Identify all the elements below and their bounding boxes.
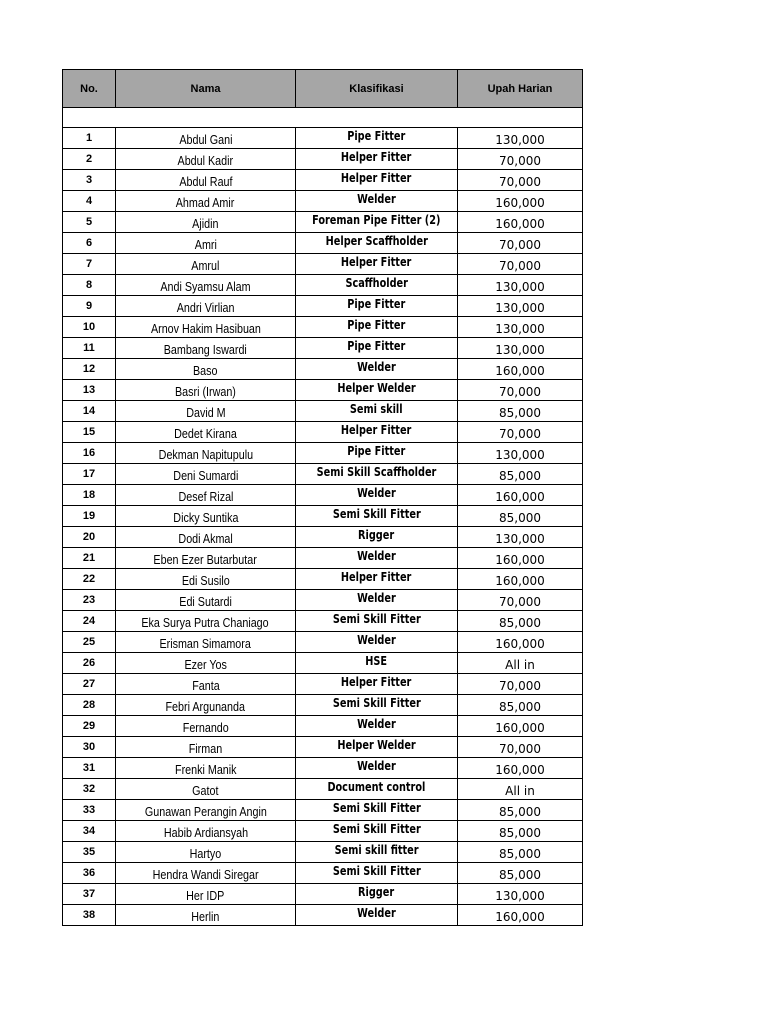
cell-nama (116, 590, 296, 611)
spacer-row (63, 108, 583, 128)
cell-no: 8 (63, 275, 116, 296)
spacer-cell (63, 108, 583, 128)
cell-klasifikasi-text: Semi Skill Fitter (332, 612, 421, 626)
table-row (63, 275, 583, 296)
table-row (63, 842, 583, 863)
table-row (63, 485, 583, 506)
cell-nama (116, 884, 296, 905)
cell-klasifikasi-text: Welder (357, 717, 396, 731)
cell-upah-harian: 130,000 (458, 317, 583, 338)
cell-nama-text: Edi Susilo (181, 574, 230, 588)
cell-klasifikasi (296, 128, 458, 149)
cell-upah-harian: 85,000 (458, 611, 583, 632)
cell-klasifikasi (296, 569, 458, 590)
cell-no: 22 (63, 569, 116, 590)
cell-no: 28 (63, 695, 116, 716)
cell-klasifikasi-text: Semi Skill Fitter (332, 801, 421, 815)
cell-klasifikasi-text: HSE (365, 654, 388, 668)
cell-no: 24 (63, 611, 116, 632)
cell-nama-text: Firman (188, 742, 223, 756)
cell-nama (116, 800, 296, 821)
cell-klasifikasi-text: Pipe Fitter (347, 297, 406, 311)
cell-klasifikasi-text: Semi skill fitter (334, 843, 419, 857)
cell-upah-harian: 70,000 (458, 380, 583, 401)
table-body (63, 108, 583, 926)
table-row (63, 800, 583, 821)
column-header-upah-harian: Upah Harian (458, 70, 583, 108)
cell-nama (116, 254, 296, 275)
cell-nama-text: Gatot (192, 784, 219, 798)
cell-no: 30 (63, 737, 116, 758)
cell-no: 38 (63, 905, 116, 926)
cell-klasifikasi-text: Welder (357, 591, 396, 605)
cell-no: 9 (63, 296, 116, 317)
table-row (63, 506, 583, 527)
cell-nama-text: Herlin (191, 910, 220, 924)
cell-upah-harian: 85,000 (458, 695, 583, 716)
cell-nama-text: Amrul (191, 259, 220, 273)
table-row (63, 191, 583, 212)
cell-upah-harian: 130,000 (458, 527, 583, 548)
cell-nama (116, 758, 296, 779)
cell-upah-harian: 160,000 (458, 191, 583, 212)
cell-klasifikasi (296, 800, 458, 821)
cell-upah-harian: 85,000 (458, 821, 583, 842)
cell-upah-harian: 70,000 (458, 254, 583, 275)
cell-no: 5 (63, 212, 116, 233)
cell-klasifikasi (296, 338, 458, 359)
cell-nama (116, 527, 296, 548)
cell-klasifikasi-text: Semi Skill Fitter (332, 696, 421, 710)
cell-no: 2 (63, 149, 116, 170)
cell-no: 19 (63, 506, 116, 527)
cell-no: 13 (63, 380, 116, 401)
cell-nama-text: Eben Ezer Butarbutar (153, 553, 258, 567)
cell-upah-harian: 160,000 (458, 758, 583, 779)
cell-upah-harian: 130,000 (458, 296, 583, 317)
cell-no: 29 (63, 716, 116, 737)
cell-nama (116, 842, 296, 863)
cell-no: 34 (63, 821, 116, 842)
cell-nama (116, 443, 296, 464)
cell-nama-text: Erisman Simamora (159, 637, 252, 651)
cell-klasifikasi-text: Semi skill (350, 402, 403, 416)
cell-klasifikasi (296, 359, 458, 380)
cell-klasifikasi-text: Rigger (358, 885, 395, 899)
cell-nama (116, 653, 296, 674)
cell-klasifikasi (296, 443, 458, 464)
cell-upah-harian: 85,000 (458, 863, 583, 884)
cell-no: 17 (63, 464, 116, 485)
cell-klasifikasi (296, 317, 458, 338)
table-row (63, 653, 583, 674)
cell-klasifikasi-text: Welder (357, 360, 396, 374)
cell-nama-text: Ezer Yos (184, 658, 227, 672)
table-row (63, 296, 583, 317)
cell-klasifikasi (296, 737, 458, 758)
cell-nama (116, 548, 296, 569)
cell-klasifikasi (296, 401, 458, 422)
cell-klasifikasi-text: Helper Fitter (341, 675, 412, 689)
cell-upah-harian: All in (458, 779, 583, 800)
cell-upah-harian: 70,000 (458, 590, 583, 611)
cell-klasifikasi-text: Helper Fitter (341, 255, 412, 269)
cell-klasifikasi (296, 695, 458, 716)
cell-upah-harian: 160,000 (458, 632, 583, 653)
cell-no: 26 (63, 653, 116, 674)
cell-klasifikasi-text: Document control (327, 780, 426, 794)
table-row (63, 359, 583, 380)
cell-nama (116, 569, 296, 590)
cell-nama (116, 275, 296, 296)
table-row (63, 170, 583, 191)
cell-nama-text: Basri (Irwan) (175, 385, 236, 399)
cell-no: 15 (63, 422, 116, 443)
cell-klasifikasi-text: Helper Fitter (341, 171, 412, 185)
cell-upah-harian: 70,000 (458, 233, 583, 254)
cell-nama-text: Abdul Kadir (177, 154, 234, 168)
cell-klasifikasi-text: Helper Scaffholder (325, 234, 428, 248)
cell-no: 21 (63, 548, 116, 569)
cell-klasifikasi-text: Rigger (358, 528, 395, 542)
cell-nama-text: Habib Ardiansyah (163, 826, 248, 840)
cell-nama (116, 464, 296, 485)
table-row (63, 317, 583, 338)
cell-no: 14 (63, 401, 116, 422)
cell-klasifikasi-text: Welder (357, 549, 396, 563)
cell-klasifikasi-text: Scaffholder (345, 276, 408, 290)
cell-nama (116, 485, 296, 506)
cell-no: 35 (63, 842, 116, 863)
cell-nama-text: Hartyo (189, 847, 222, 861)
cell-no: 31 (63, 758, 116, 779)
cell-no: 37 (63, 884, 116, 905)
cell-nama (116, 233, 296, 254)
cell-nama (116, 632, 296, 653)
cell-klasifikasi (296, 149, 458, 170)
cell-no: 11 (63, 338, 116, 359)
cell-upah-harian: 130,000 (458, 338, 583, 359)
cell-upah-harian: All in (458, 653, 583, 674)
cell-nama-text: Bambang Iswardi (163, 343, 248, 357)
cell-nama-text: Frenki Manik (174, 763, 237, 777)
cell-upah-harian: 160,000 (458, 548, 583, 569)
cell-upah-harian: 70,000 (458, 170, 583, 191)
cell-nama (116, 338, 296, 359)
cell-no: 4 (63, 191, 116, 212)
cell-no: 20 (63, 527, 116, 548)
cell-nama (116, 695, 296, 716)
cell-nama (116, 779, 296, 800)
cell-klasifikasi-text: Helper Fitter (341, 150, 412, 164)
cell-klasifikasi (296, 863, 458, 884)
table-row (63, 149, 583, 170)
cell-klasifikasi (296, 653, 458, 674)
table-row (63, 443, 583, 464)
cell-no: 7 (63, 254, 116, 275)
table-row (63, 611, 583, 632)
cell-klasifikasi (296, 191, 458, 212)
cell-nama-text: Gunawan Perangin Angin (144, 805, 267, 819)
table-row (63, 422, 583, 443)
table-row (63, 401, 583, 422)
table-row (63, 548, 583, 569)
cell-klasifikasi (296, 254, 458, 275)
column-header-no: No. (63, 70, 116, 108)
cell-nama (116, 716, 296, 737)
cell-klasifikasi-text: Helper Welder (337, 381, 416, 395)
cell-klasifikasi-text: Helper Fitter (341, 423, 412, 437)
cell-klasifikasi (296, 590, 458, 611)
cell-klasifikasi-text: Pipe Fitter (347, 339, 406, 353)
cell-no: 25 (63, 632, 116, 653)
cell-klasifikasi-text: Helper Welder (337, 738, 416, 752)
table-row (63, 905, 583, 926)
cell-upah-harian: 70,000 (458, 149, 583, 170)
cell-klasifikasi (296, 674, 458, 695)
cell-klasifikasi (296, 212, 458, 233)
cell-nama-text: Dicky Suntika (172, 511, 239, 525)
cell-nama (116, 506, 296, 527)
cell-nama (116, 212, 296, 233)
cell-nama-text: Eka Surya Putra Chaniago (141, 616, 270, 630)
cell-klasifikasi-text: Semi Skill Fitter (332, 822, 421, 836)
cell-nama-text: Abdul Gani (178, 133, 233, 147)
cell-nama-text: Baso (193, 364, 218, 378)
cell-nama-text: Fanta (191, 679, 220, 693)
cell-no: 23 (63, 590, 116, 611)
cell-no: 3 (63, 170, 116, 191)
cell-upah-harian: 85,000 (458, 401, 583, 422)
cell-klasifikasi (296, 716, 458, 737)
table-row (63, 863, 583, 884)
table-row (63, 758, 583, 779)
cell-upah-harian: 160,000 (458, 569, 583, 590)
cell-nama-text: Hendra Wandi Siregar (152, 868, 259, 882)
table-row (63, 254, 583, 275)
column-header-nama: Nama (116, 70, 296, 108)
cell-klasifikasi-text: Semi Skill Scaffholder (316, 465, 437, 479)
cell-klasifikasi (296, 842, 458, 863)
cell-nama-text: Dedet Kirana (174, 427, 237, 441)
cell-no: 33 (63, 800, 116, 821)
cell-klasifikasi (296, 905, 458, 926)
cell-nama-text: Fernando (182, 721, 229, 735)
table-row (63, 380, 583, 401)
cell-no: 10 (63, 317, 116, 338)
cell-no: 27 (63, 674, 116, 695)
cell-klasifikasi (296, 422, 458, 443)
cell-upah-harian: 85,000 (458, 800, 583, 821)
cell-klasifikasi (296, 758, 458, 779)
cell-upah-harian: 85,000 (458, 842, 583, 863)
cell-nama (116, 191, 296, 212)
cell-nama-text: Abdul Rauf (178, 175, 233, 189)
table-row (63, 695, 583, 716)
cell-klasifikasi (296, 170, 458, 191)
table-row (63, 128, 583, 149)
cell-klasifikasi-text: Semi Skill Fitter (332, 507, 421, 521)
cell-no: 16 (63, 443, 116, 464)
cell-nama-text: Amri (194, 238, 217, 252)
cell-klasifikasi-text: Helper Fitter (341, 570, 412, 584)
cell-klasifikasi-text: Semi Skill Fitter (332, 864, 421, 878)
cell-upah-harian: 70,000 (458, 737, 583, 758)
cell-klasifikasi-text: Foreman Pipe Fitter (2) (312, 213, 441, 227)
table-row (63, 674, 583, 695)
table-row (63, 884, 583, 905)
cell-no: 18 (63, 485, 116, 506)
cell-nama-text: Her IDP (186, 889, 225, 903)
cell-klasifikasi-text: Welder (357, 633, 396, 647)
cell-nama (116, 380, 296, 401)
table-row (63, 632, 583, 653)
table-row (63, 569, 583, 590)
cell-nama-text: Ahmad Amir (176, 196, 235, 210)
cell-upah-harian: 130,000 (458, 128, 583, 149)
cell-nama-text: Dekman Napitupulu (158, 448, 253, 462)
cell-nama (116, 821, 296, 842)
table-row (63, 590, 583, 611)
table-row (63, 212, 583, 233)
cell-nama-text: Dodi Akmal (178, 532, 233, 546)
cell-no: 32 (63, 779, 116, 800)
cell-upah-harian: 85,000 (458, 506, 583, 527)
cell-nama (116, 296, 296, 317)
cell-upah-harian: 130,000 (458, 443, 583, 464)
cell-nama-text: Andi Syamsu Alam (160, 280, 251, 294)
cell-nama (116, 359, 296, 380)
cell-klasifikasi (296, 380, 458, 401)
table-row (63, 779, 583, 800)
cell-upah-harian: 70,000 (458, 422, 583, 443)
cell-upah-harian: 160,000 (458, 485, 583, 506)
cell-nama-text: Febri Argunanda (165, 700, 246, 714)
cell-klasifikasi-text: Pipe Fitter (347, 318, 406, 332)
cell-nama-text: Andri Virlian (176, 301, 235, 315)
cell-upah-harian: 130,000 (458, 275, 583, 296)
column-header-klasifikasi: Klasifikasi (296, 70, 458, 108)
cell-nama-text: Deni Sumardi (172, 469, 239, 483)
table-row (63, 527, 583, 548)
worker-wage-table (62, 69, 583, 926)
cell-nama (116, 737, 296, 758)
table-row (63, 737, 583, 758)
cell-no: 1 (63, 128, 116, 149)
table-row (63, 338, 583, 359)
table-row (63, 233, 583, 254)
cell-nama (116, 128, 296, 149)
table-row (63, 821, 583, 842)
header-row (63, 70, 583, 108)
cell-nama (116, 317, 296, 338)
cell-klasifikasi (296, 275, 458, 296)
cell-klasifikasi (296, 464, 458, 485)
cell-nama (116, 170, 296, 191)
cell-upah-harian: 160,000 (458, 716, 583, 737)
table-row (63, 464, 583, 485)
cell-klasifikasi (296, 506, 458, 527)
cell-nama-text: Edi Sutardi (179, 595, 232, 609)
cell-nama-text: Desef Rizal (178, 490, 233, 504)
cell-no: 6 (63, 233, 116, 254)
cell-nama (116, 905, 296, 926)
cell-nama (116, 611, 296, 632)
cell-klasifikasi-text: Welder (357, 192, 396, 206)
cell-klasifikasi-text: Welder (357, 906, 396, 920)
cell-klasifikasi (296, 527, 458, 548)
cell-upah-harian: 70,000 (458, 674, 583, 695)
cell-klasifikasi-text: Welder (357, 486, 396, 500)
cell-klasifikasi (296, 632, 458, 653)
cell-klasifikasi-text: Pipe Fitter (347, 129, 406, 143)
cell-klasifikasi (296, 548, 458, 569)
cell-nama (116, 401, 296, 422)
cell-nama-text: Arnov Hakim Hasibuan (150, 322, 261, 336)
cell-upah-harian: 130,000 (458, 884, 583, 905)
cell-klasifikasi-text: Pipe Fitter (347, 444, 406, 458)
cell-nama (116, 863, 296, 884)
cell-klasifikasi (296, 884, 458, 905)
cell-upah-harian: 85,000 (458, 464, 583, 485)
cell-nama (116, 674, 296, 695)
cell-no: 12 (63, 359, 116, 380)
cell-klasifikasi (296, 233, 458, 254)
cell-upah-harian: 160,000 (458, 905, 583, 926)
cell-nama-text: David M (185, 406, 226, 420)
cell-upah-harian: 160,000 (458, 212, 583, 233)
cell-upah-harian: 160,000 (458, 359, 583, 380)
cell-no: 36 (63, 863, 116, 884)
cell-klasifikasi (296, 611, 458, 632)
cell-nama (116, 422, 296, 443)
cell-klasifikasi (296, 779, 458, 800)
cell-klasifikasi (296, 296, 458, 317)
cell-klasifikasi (296, 485, 458, 506)
cell-klasifikasi-text: Welder (357, 759, 396, 773)
cell-nama (116, 149, 296, 170)
table-row (63, 716, 583, 737)
cell-nama-text: Ajidin (192, 217, 219, 231)
cell-klasifikasi (296, 821, 458, 842)
